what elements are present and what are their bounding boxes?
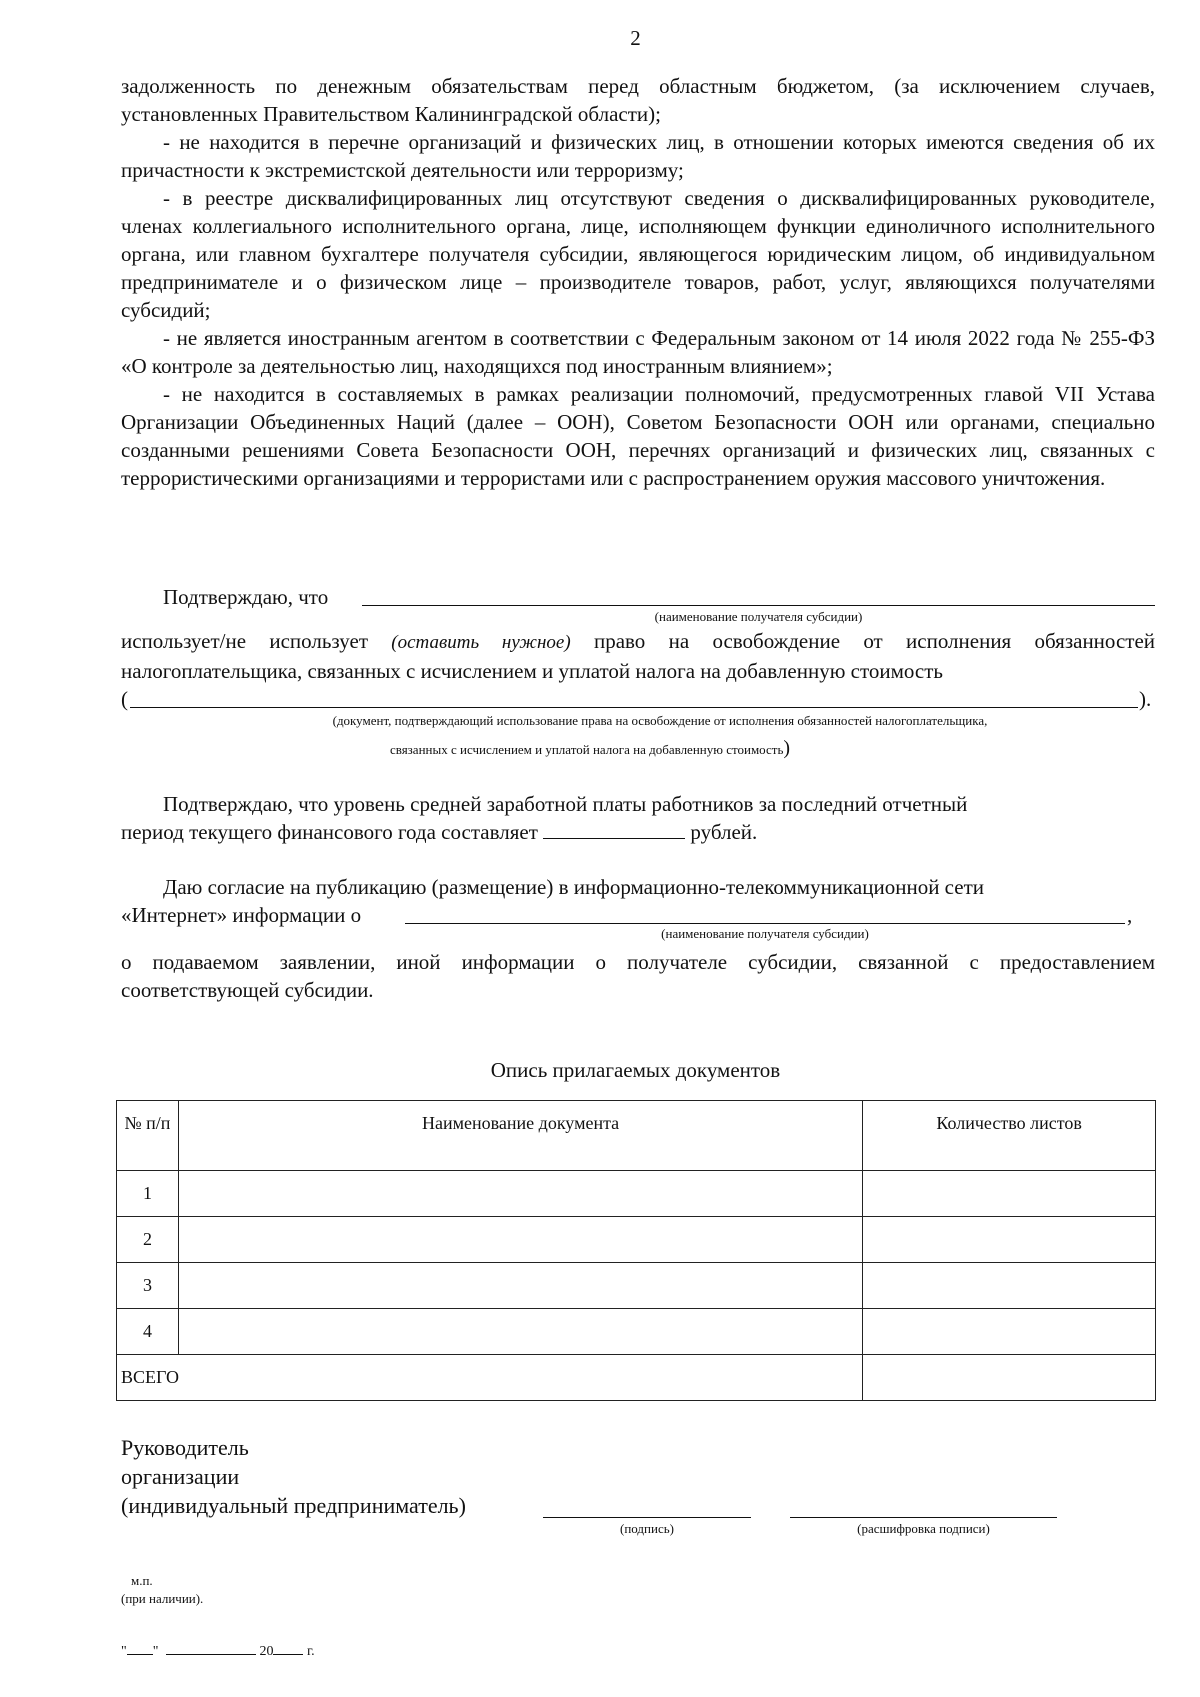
salary-paragraph (121, 790, 1155, 818)
consent-line-1: Даю согласие на публикацию (размещение) в информационно-телекоммуникационной сети (163, 875, 984, 899)
date-quote-open: " (121, 1644, 127, 1659)
signature-decoding-caption: (расшифровка подписи) (857, 1521, 990, 1536)
paragraph-disqualified: - в реестре дисквалифицированных лиц отсутствуют сведения о дисквалифицированных руководителе, членах коллегиального исполнительного органа, лице, исполняющем функции единоличного исполнительного органа, или главном бухгалтере получателя субсидии, являющегося юридическим лицом, об индивидуальном предпринимателе и о физическом лице – производителе товаров, работ, услуг, являющихся получателями субсидий; (121, 186, 1155, 322)
vat-document-caption-2 (300, 737, 880, 760)
table-title: Опись прилагаемых документов (490, 1058, 781, 1082)
salary-line-2-after: рублей. (690, 820, 758, 844)
stamp-label: м.п. (131, 1573, 153, 1588)
recipient-name-caption: (наименование получателя субсидии) (654, 609, 863, 624)
table-row (117, 1309, 1156, 1355)
vat-document-caption-close: ) (783, 737, 791, 759)
signature-role-line-2: организации (121, 1464, 240, 1489)
paragraph-extremism: - не находится в перечне организаций и физических лиц, в отношении которых имеются сведения об их причастности к экстремистской деятельности или терроризму; (121, 130, 1155, 182)
total-sheet-count-cell[interactable] (863, 1355, 1156, 1401)
vat-text-before: использует/не использует (121, 629, 368, 653)
signature-caption: (подпись) (620, 1521, 674, 1536)
salary-amount-field[interactable] (543, 818, 685, 839)
documents-table (116, 1100, 1156, 1401)
sheet-count-cell[interactable] (863, 1217, 1156, 1263)
date-year-suffix: г. (306, 1644, 315, 1659)
eligibility-conditions (121, 72, 1155, 492)
header-sheet-count: Количество листов (863, 1101, 1156, 1171)
vat-usage-paragraph (121, 627, 1155, 685)
vat-open-paren: ( (121, 687, 128, 711)
sheet-count-cell[interactable] (863, 1263, 1156, 1309)
vat-close-paren: ). (1139, 687, 1152, 711)
signature-line[interactable] (543, 1517, 751, 1518)
date-day-field[interactable] (127, 1642, 153, 1655)
consent-text (121, 948, 1155, 1004)
paragraph-un-lists: - не находится в составляемых в рамках реализации полномочий, предусмотренных главой VII Устава Организации Объединенных Наций (далее – ООН), Советом Безопасности ООН или органами, специально созданными решениями Совета Безопасности ООН, перечнях организаций и физических лиц, связанных с террористическими организациями и террористами или с распространением оружия массового уничтожения. (121, 382, 1155, 490)
table-total-row (117, 1355, 1156, 1401)
table-row (117, 1217, 1156, 1263)
page-number: 2 (630, 26, 641, 50)
consent-line-2-before: «Интернет» информации о (121, 903, 362, 927)
consent-recipient-line[interactable] (405, 923, 1125, 924)
date-year-prefix: 20 (259, 1644, 274, 1659)
vat-text-after: право на освобождение от исполнения обязанностей налогоплательщика, связанных с исчислением и уплатой налога на добавленную стоимость (121, 629, 1156, 683)
total-label: ВСЕГО (117, 1355, 863, 1401)
sheet-count-cell[interactable] (863, 1171, 1156, 1217)
row-number: 3 (117, 1263, 179, 1309)
vat-italic-note: (оставить нужное) (391, 632, 571, 653)
consent-comma: , (1127, 903, 1133, 927)
header-document-name: Наименование документа (178, 1101, 862, 1171)
table-row (117, 1263, 1156, 1309)
table-header-row (117, 1101, 1156, 1171)
document-name-cell[interactable] (178, 1171, 862, 1217)
date-line (121, 1642, 315, 1661)
vat-confirm-label: Подтверждаю, что (163, 585, 329, 609)
signature-role-line-3: (индивидуальный предприниматель) (121, 1493, 466, 1518)
consent-recipient-caption: (наименование получателя субсидии) (661, 926, 869, 941)
vat-document-caption-2-text: связанных с исчислением и уплатой налога на добавленную стоимость (389, 742, 784, 757)
date-year-field[interactable] (273, 1642, 303, 1655)
stamp-note: (при наличии). (121, 1591, 204, 1606)
signature-decoding-line[interactable] (790, 1517, 1057, 1518)
paragraph-debt: задолженность по денежным обязательствам перед областным бюджетом, (за исключением случаев, установленных Правительством Калининградской области); (121, 74, 1155, 126)
sheet-count-cell[interactable] (863, 1309, 1156, 1355)
salary-line-1: Подтверждаю, что уровень средней заработной платы работников за последний отчетный (163, 792, 968, 816)
consent-text-body: о подаваемом заявлении, иной информации о получателе субсидии, связанной с предоставлением соответствующей субсидии. (121, 950, 1155, 1002)
document-name-cell[interactable] (178, 1263, 862, 1309)
vat-document-caption-1: (документ, подтверждающий использование права на освобождение от исполнения обязанностей налогоплательщика, (332, 713, 988, 728)
vat-document-line[interactable] (130, 707, 1138, 708)
date-quote-close: " (152, 1644, 159, 1659)
recipient-name-line[interactable] (362, 605, 1155, 606)
paragraph-foreign-agent: - не является иностранным агентом в соответствии с Федеральным законом от 14 июля 2022 года № 255-ФЗ «О контроле за деятельностью лиц, находящихся под иностранным влиянием»; (121, 326, 1155, 378)
signature-role-line-1: Руководитель (121, 1435, 249, 1460)
row-number: 2 (117, 1217, 179, 1263)
salary-line-2-before: период текущего финансового года составляет (121, 820, 538, 844)
salary-line-2 (121, 818, 757, 846)
document-name-cell[interactable] (178, 1217, 862, 1263)
document-name-cell[interactable] (178, 1309, 862, 1355)
row-number: 1 (117, 1171, 179, 1217)
date-month-field[interactable] (166, 1642, 256, 1655)
row-number: 4 (117, 1309, 179, 1355)
header-number: № п/п (117, 1101, 179, 1171)
consent-paragraph (121, 873, 1155, 901)
table-row (117, 1171, 1156, 1217)
